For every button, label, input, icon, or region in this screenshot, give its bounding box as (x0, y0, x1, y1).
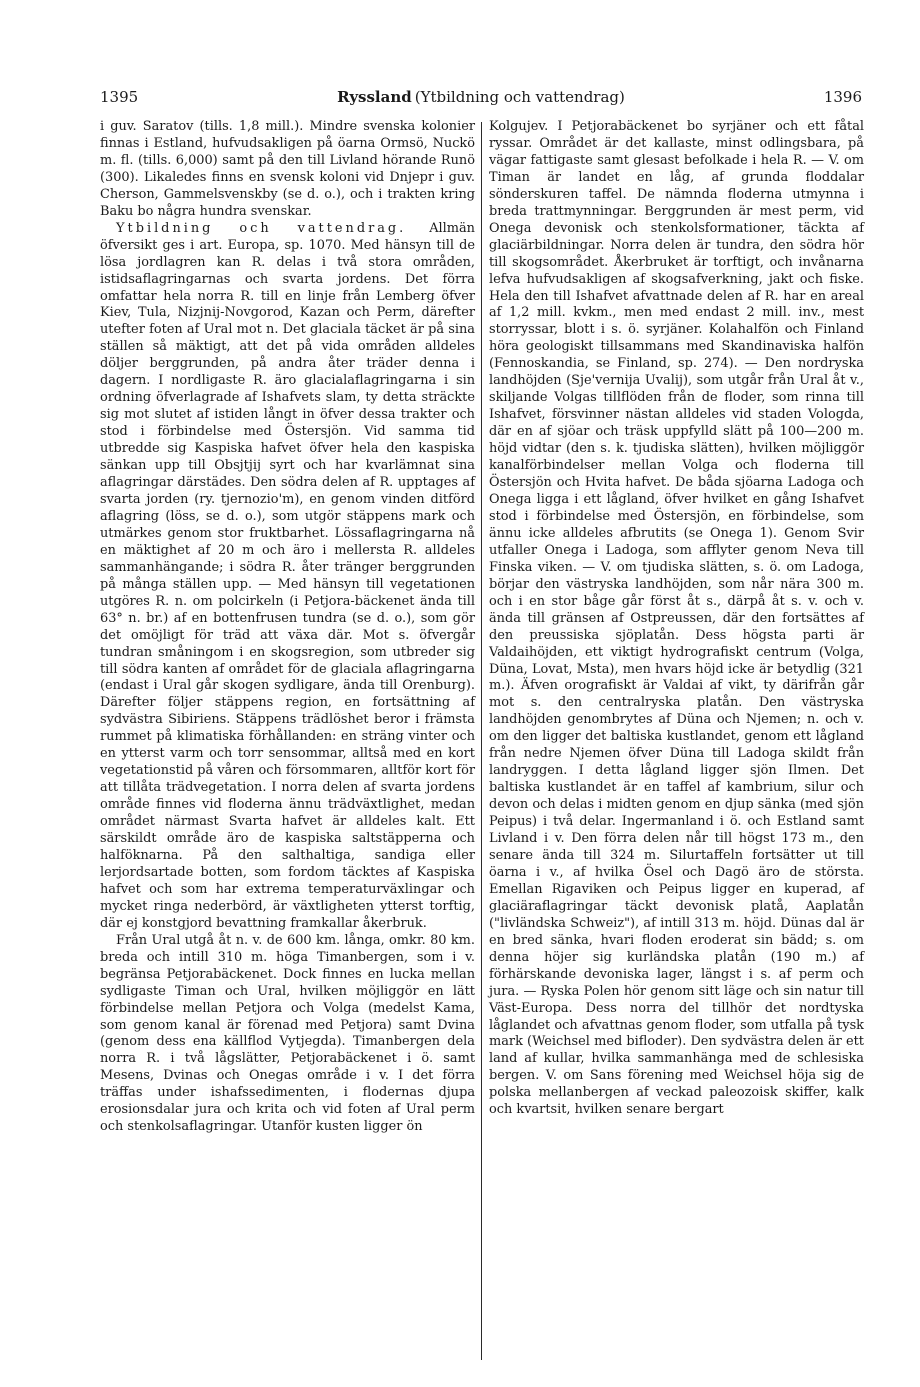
page-number-right: 1396 (823, 88, 862, 106)
left-paragraph-2 (100, 221, 475, 933)
title-keyword: Ryssland (337, 88, 412, 106)
left-paragraph-1: i guv. Saratov (tills. 1,8 mill.). Mindre svenska kolonier finnas i Estland, hufvudsakligen på öarna Ormsö, Nuckö m. fl. (tills. 6,000) samt på den till Livland hörande Runö (300). Likaledes finns en svensk koloni vid Dnjepr i guv. Cherson, Gammelsvenskby (se d. o.), och i trakten kring Baku bo några hundra svenskar. (100, 119, 475, 219)
right-column (489, 119, 864, 1119)
running-title (100, 88, 862, 106)
left-paragraph-3: Från Ural utgå åt n. v. de 600 km. långa, omkr. 80 km. breda och intill 310 m. höga Timanbergen, som i v. begränsa Petjorabäckenet. Dock finnes en lucka mellan sydligaste Timan och Ural, hvilken möjliggör en lätt förbindelse mellan Petjora och Volga (medelst Kama, som genom kanal är förenad med Petjora) samt Dvina (genom dess ena källflod Vytjegda). Timanbergen dela norra R. i två lågslätter, Petjorabäckenet i ö. samt Mesens, Dvinas och Onegas område i v. I det förra träffas under ishafssedimenten, i flodernas djupa erosionsdalar jura och krita och vid foten af Ural perm och stenkolsaflagringar. Utanför kusten ligger ön (100, 932, 475, 1135)
section-heading: Ytbildning och vattendrag. (116, 220, 407, 236)
left-column (100, 119, 475, 1136)
right-paragraph-1: Kolgujev. I Petjorabäckenet bo syrjäner och ett fåtal ryssar. Området är det kallaste, minst odlingsbara, på vägar fattigaste samt glesast befolkade i hela R. — V. om Timan är landet en låg, af grunda floddalar sönderskuren taffel. De nämnda floderna utmynna i breda trattmynningar. Berggrunden är mest perm, vid Onega devonisk och stenkolsformationer, täckta af glaciärbildningar. Norra delen är tundra, den södra hör till skogsområdet. Åkerbruket är torftigt, och invånarna lefva hufvudsakligen af skogsafverkning, jakt och fiske. Hela den till Ishafvet afvattnade delen af R. har en areal af 1,2 mill. kvkm., men med endast 2 mill. inv., mest storryssar, blott i s. ö. syrjäner. Kolahalfön och Finland höra geologiskt tillsammans med Skandinaviska halfön (Fennoskandia, se Finland, sp. 274). — Den nordryska landhöjden (Sje'vernija Uvalij), som utgår från Ural åt v., skiljande Volgas tillflöden från de floder, som rinna till Ishafvet, försvinner nästan alldeles vid staden Vologda, där en af sjöar och träsk uppfylld slätt på 100—200 m. höjd vidtar (den s. k. tjudiska slätten), hvilken möjliggör kanalförbindelser mellan Volga och floderna till Östersjön och Hvita hafvet. De båda sjöarna Ladoga och Onega ligga i ett lågland, öfver hvilket en gång Ishafvet stod i förbindelse med Östersjön, en förbindelse, som ännu icke alldeles afbrutits (se Onega 1). Genom Svir utfaller Onega i Ladoga, som afflyter genom Neva till Finska viken. — V. om tjudiska slätten, s. ö. om Ladoga, börjar den västryska landhöjden, som når nära 300 m. och i en stor båge går först åt s., därpå åt s. v. och v. ända till gränsen af Ostpreussen, där den fortsättes af den preussiska sjöplatån. Dess högsta parti är Valdaihöjden, ett viktigt hydrografiskt centrum (Volga, Düna, Lovat, Msta), men hvars höjd icke är betydlig (321 m.). Äfven orografiskt är Valdai af vikt, ty därifrån går mot s. den centralryska platån. Den västryska landhöjden genombrytes af Düna och Njemen; n. och v. om den ligger det baltiska kustlandet, genom ett lågland från nedre Njemen öfver Düna till Ladoga skildt från landryggen. I detta lågland ligger sjön Ilmen. Det baltiska kustlandet är en taffel af kambrium, silur och devon och delas i midten genom en djup sänka (med sjön Peipus) i två delar. Ingermanland i ö. och Estland samt Livland i v. Den förra delen når till högst 173 m., den senare ända till 324 m. Silurtaffeln fortsätter ut till öarna i v., af hvilka Ösel och Dagö äro de största. Emellan Rigaviken och Peipus ligger en kuperad, af glaciäraflagringar täckt devonisk platå, Aaplatån ("livländska Schweiz"), af intill 313 m. höjd. Dünas dal är en bred sänka, hvari floden eroderat sin bädd; s. om denna höjer sig kurländska platån (190 m.) af förhärskande devoniska lager, längst i s. af perm och jura. — Ryska Polen hör genom sitt läge och sin natur till Väst-Europa. Dess norra del tillhör det nordtyska låglandet och afvattnas genom floder, som utfalla på tysk mark (Weichsel med bifloder). Den sydvästra delen är ett land af kullar, hvilka sammanhänga med de schlesiska bergen. V. om Sans förening med Weichsel höja sig de polska mellanbergen af veckad paleozoisk skiffer, kalk och kvartsit, hvilken senare bergart (489, 119, 864, 1118)
page-number-left: 1395 (100, 88, 139, 106)
column-divider (481, 122, 482, 1360)
title-subtitle: (Ytbildning och vattendrag) (414, 88, 625, 106)
left-paragraph-2-text: Allmän öfversikt ges i art. Europa, sp. 1070. Med hänsyn till de lösa jordlagren kan R. delas i två stora områden, istidsaflagringarnas och svarta jordens. Det förra omfattar hela norra R. till en linje från Lemberg öfver Kiev, Tula, Nizjnij-Novgorod, Kazan och Perm, därefter utefter foten af Ural mot n. Det glaciala täcket är på sina ställen så mäktigt, att det på vida områden alldeles döljer berggrunden, på andra åter träder denna i dagern. I nordligaste R. äro glacialaflagringarna i sin ordning öfverlagrade af Ishafvets slam, ty detta sträckte sig mot slutet af istiden långt in öfver dessa trakter och stod i förbindelse med Östersjön. Vid samma tid utbredde sig Kaspiska hafvet öfver hela den kaspiska sänkan upp till Obsjtjij syrt och har kvarlämnat sina aflagringar därstädes. Den södra delen af R. upptages af svarta jorden (ry. tjernozio'm), en genom vinden ditförd aflagring (löss, se d. o.), som utgör stäppens mark och utmärkes genom stor fruktbarhet. Lössaflagringarna nå en mäktighet af 20 m och äro i mellersta R. alldeles sammanhängande; i södra R. åter tränger berggrunden på många ställen upp. — Med hänsyn till vegetationen utgöres R. n. om polcirkeln (i Petjora-bäckenet ända till 63° n. br.) af en bottenfrusen tundra (se d. o.), som gör det omöjligt för träd att växa där. Mot s. öfvergår tundran småningom i en skogsregion, som utbreder sig till södra kanten af området för de glaciala aflagringarna (endast i Ural går skogen sydligare, ända till Orenburg). Därefter följer stäppens region, en fortsättning af sydvästra Sibiriens. Stäppens trädlöshet beror i främsta rummet på klimatiska förhållanden: en sträng vinter och en ytterst varm och torr sensommar, alltså med en kort vegetationstid på våren och försommaren, alltför kort för att tillåta trädvegetation. I norra delen af svarta jordens område finnes vid floderna ännu trädväxtlighet, medan området närmast Svarta hafvet är alldeles kalt. Ett särskildt område äro de kaspiska saltstäpperna och halföknarna. På den salthaltiga, sandiga eller lerjordsartade botten, som fordom täcktes af Kaspiska hafvet och som har extrema temperaturväxlingar och mycket ringa nederbörd, är växtligheten ytterst torftig, där ej konstgjord bevattning framkallar åkerbruk. (100, 220, 475, 931)
page-header (100, 88, 862, 110)
